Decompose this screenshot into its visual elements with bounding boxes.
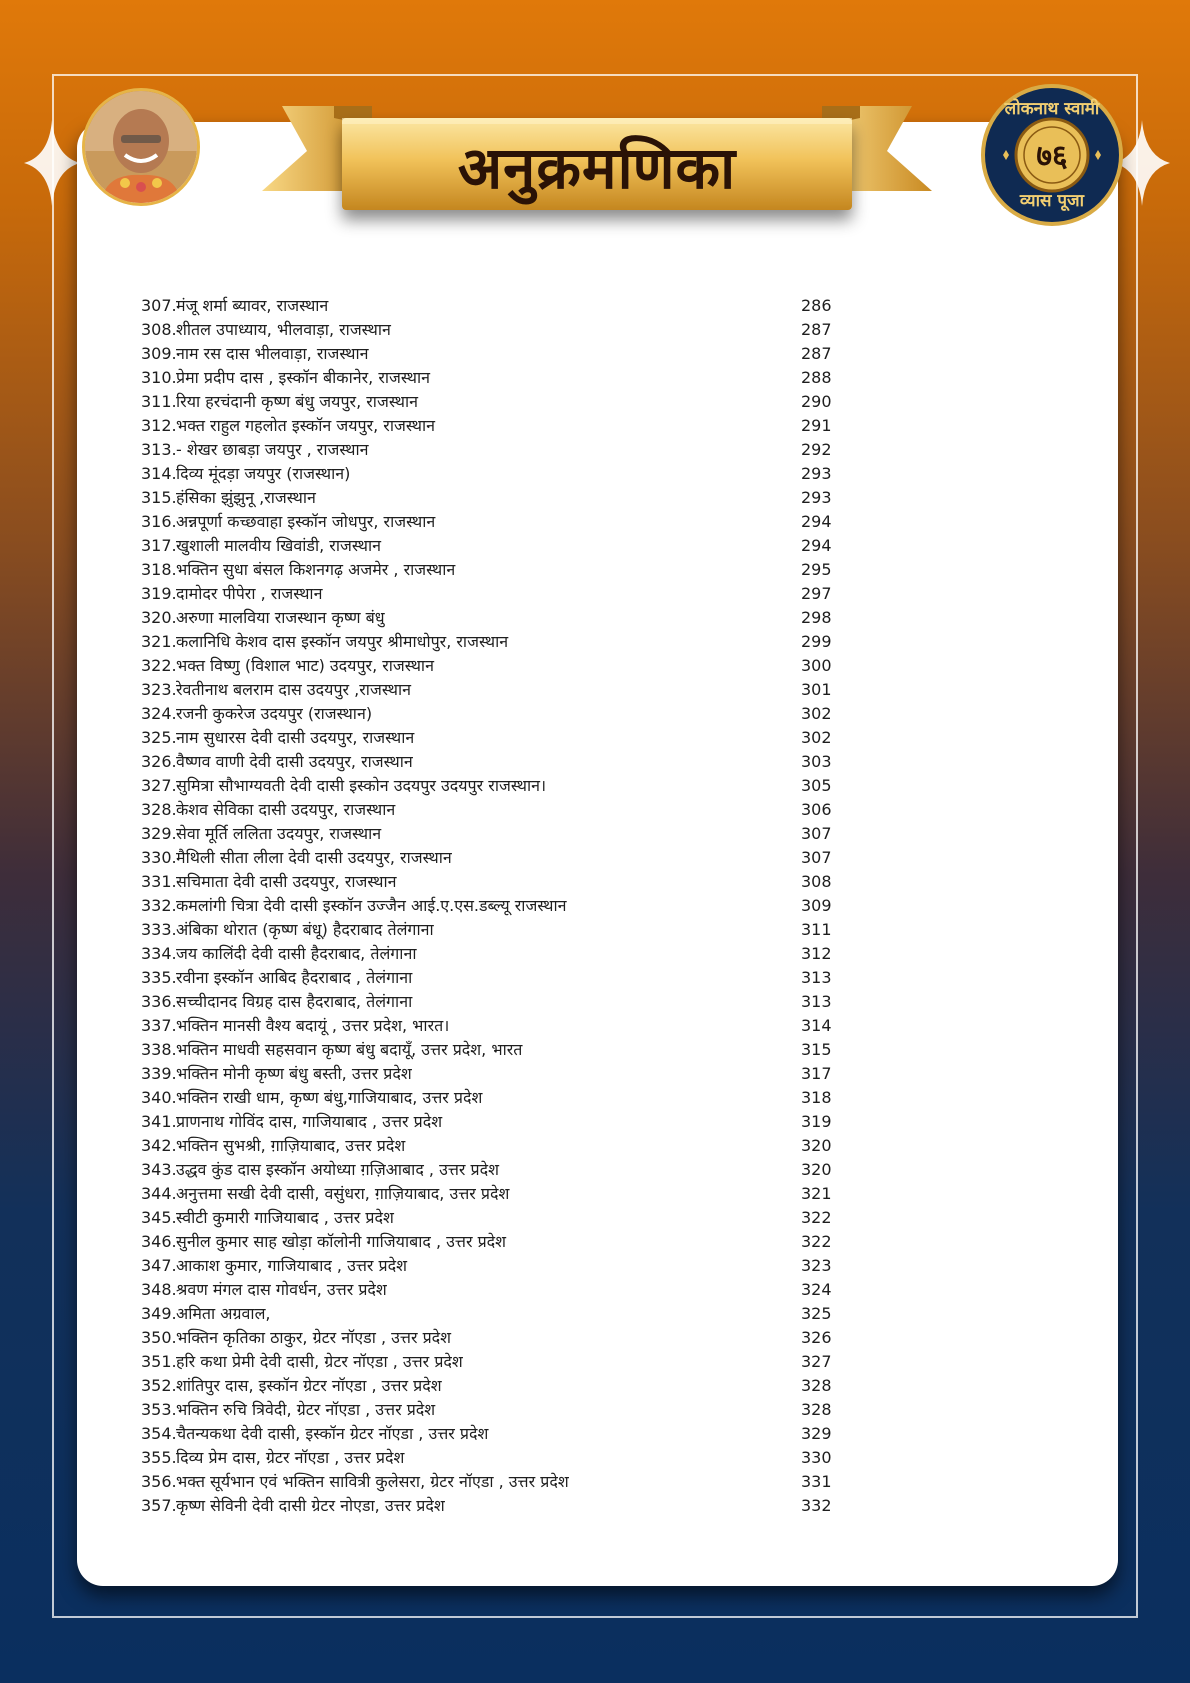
toc-entry-page: 302	[801, 727, 832, 747]
toc-entry	[141, 1349, 841, 1373]
toc-entry-number: 317.	[141, 535, 177, 555]
toc-entry-name: शीतल उपाध्याय, भीलवाड़ा, राजस्थान	[176, 320, 391, 339]
toc-entry-name: उद्धव कुंड दास इस्कॉन अयोध्या ग़ज़िआबाद , उत्तर प्रदेश	[176, 1160, 500, 1179]
seal-bottom-text: व्यास पूजा	[1019, 191, 1085, 211]
toc-entry-number: 331.	[141, 871, 177, 891]
toc-entry	[141, 461, 841, 485]
toc-entry-name: सेवा मूर्ति ललिता उदयपुर, राजस्थान	[176, 824, 382, 843]
toc-entry-name: सच्चीदानद विग्रह दास हैदराबाद, तेलंगाना	[176, 992, 413, 1011]
toc-entry-page: 293	[801, 487, 832, 507]
toc-entry	[141, 485, 841, 509]
toc-entry-name: श्रवण मंगल दास गोवर्धन, उत्तर प्रदेश	[176, 1280, 387, 1299]
toc-entry-name: अमिता अग्रवाल,	[176, 1304, 271, 1323]
toc-entry	[141, 581, 841, 605]
toc-entry	[141, 1061, 841, 1085]
toc-entry	[141, 317, 841, 341]
toc-entry-page: 322	[801, 1231, 832, 1251]
toc-entry	[141, 1325, 841, 1349]
toc-entry-number: 330.	[141, 847, 177, 867]
toc-entry-name: अनुत्तमा सखी देवी दासी, वसुंधरा, ग़ाज़ियाबाद, उत्तर प्रदेश	[176, 1184, 510, 1203]
toc-entry-number: 329.	[141, 823, 177, 843]
toc-entry-number: 316.	[141, 511, 177, 531]
toc-entry-name: भक्तिन रुचि त्रिवेदी, ग्रेटर नॉएडा , उत्तर प्रदेश	[176, 1400, 436, 1419]
toc-entry-name: शांतिपुर दास, इस्कॉन ग्रेटर नॉएडा , उत्तर प्रदेश	[176, 1376, 442, 1395]
toc-entry-number: 315.	[141, 487, 177, 507]
toc-entry-name: भक्त सूर्यभान एवं भक्तिन सावित्री कुलेसरा, ग्रेटर नॉएडा , उत्तर प्रदेश	[176, 1472, 569, 1491]
toc-entry	[141, 677, 841, 701]
toc-entry-page: 291	[801, 415, 832, 435]
toc-entry-name: कलानिधि केशव दास इस्कॉन जयपुर श्रीमाधोपुर, राजस्थान	[176, 632, 509, 651]
toc-entry-number: 341.	[141, 1111, 177, 1131]
toc-entry-name: भक्तिन राखी धाम, कृष्ण बंधु,गाजियाबाद, उत्तर प्रदेश	[176, 1088, 483, 1107]
toc-entry-name: हरि कथा प्रेमी देवी दासी, ग्रेटर नॉएडा , उत्तर प्रदेश	[176, 1352, 463, 1371]
toc-entry-number: 309.	[141, 343, 177, 363]
toc-entry	[141, 1421, 841, 1445]
toc-entry-name: भक्तिन मानसी वैश्य बदायूं , उत्तर प्रदेश, भारत।	[176, 1016, 450, 1035]
toc-entry-name: रवीना इस्कॉन आबिद हैदराबाद , तेलंगाना	[176, 968, 413, 987]
toc-entry-page: 301	[801, 679, 832, 699]
toc-entry-page: 328	[801, 1399, 832, 1419]
toc-entry-page: 298	[801, 607, 832, 627]
toc-entry	[141, 725, 841, 749]
toc-entry-page: 288	[801, 367, 832, 387]
toc-entry-name: प्रेमा प्रदीप दास , इस्कॉन बीकानेर, राजस्थान	[176, 368, 431, 387]
toc-entry-page: 292	[801, 439, 832, 459]
toc-entry-page: 314	[801, 1015, 832, 1035]
toc-entry-name: भक्तिन कृतिका ठाकुर, ग्रेटर नॉएडा , उत्तर प्रदेश	[176, 1328, 452, 1347]
toc-entry-number: 310.	[141, 367, 177, 387]
toc-entry-page: 299	[801, 631, 832, 651]
toc-entry-name: जय कालिंदी देवी दासी हैदराबाद, तेलंगाना	[176, 944, 417, 963]
toc-entry-page: 324	[801, 1279, 832, 1299]
toc-entry-number: 355.	[141, 1447, 177, 1467]
toc-entry-number: 347.	[141, 1255, 177, 1275]
toc-entry-number: 332.	[141, 895, 177, 915]
toc-entry-page: 303	[801, 751, 832, 771]
toc-entry-number: 324.	[141, 703, 177, 723]
toc-entry	[141, 1373, 841, 1397]
toc-entry	[141, 1277, 841, 1301]
toc-entry	[141, 653, 841, 677]
toc-entry-number: 314.	[141, 463, 177, 483]
toc-entry	[141, 1445, 841, 1469]
toc-entry	[141, 1037, 841, 1061]
toc-entry	[141, 701, 841, 725]
toc-entry	[141, 1253, 841, 1277]
toc-entry-name: सुमित्रा सौभाग्यवती देवी दासी इस्कोन उदयपुर उदयपुर राजस्थान।	[176, 776, 547, 795]
toc-entry-number: 339.	[141, 1063, 177, 1083]
toc-entry-name: अरुणा मालविया राजस्थान कृष्ण बंधु	[176, 608, 385, 627]
toc-entry-name: भक्तिन सुधा बंसल किशनगढ़ अजमेर , राजस्थान	[176, 560, 456, 579]
toc-entry	[141, 893, 841, 917]
toc-entry	[141, 797, 841, 821]
toc-entry-number: 343.	[141, 1159, 177, 1179]
toc-entry	[141, 1133, 841, 1157]
toc-entry-name: अंबिका थोरात (कृष्ण बंधू) हैदराबाद तेलंगाना	[176, 920, 434, 939]
toc-entry-page: 321	[801, 1183, 832, 1203]
toc-entry-number: 344.	[141, 1183, 177, 1203]
toc-entry-page: 294	[801, 535, 832, 555]
avatar	[82, 88, 200, 206]
toc-entry	[141, 437, 841, 461]
toc-entry	[141, 869, 841, 893]
seal-center-number: ७६	[1036, 139, 1068, 174]
toc-entry	[141, 533, 841, 557]
toc-entry-page: 306	[801, 799, 832, 819]
toc-entry-number: 322.	[141, 655, 177, 675]
toc-entry-number: 334.	[141, 943, 177, 963]
toc-entry-page: 312	[801, 943, 832, 963]
toc-entry-number: 346.	[141, 1231, 177, 1251]
toc-entry-page: 322	[801, 1207, 832, 1227]
toc-entry	[141, 389, 841, 413]
toc-entry-page: 308	[801, 871, 832, 891]
toc-entry-name: मैथिली सीता लीला देवी दासी उदयपुर, राजस्थान	[176, 848, 452, 867]
toc-entry	[141, 989, 841, 1013]
toc-entry-number: 353.	[141, 1399, 177, 1419]
toc-entry-number: 340.	[141, 1087, 177, 1107]
toc-entry-page: 311	[801, 919, 832, 939]
toc-entry-number: 326.	[141, 751, 177, 771]
toc-entry-number: 321.	[141, 631, 177, 651]
toc-entry	[141, 965, 841, 989]
toc-entry-number: 349.	[141, 1303, 177, 1323]
toc-entry	[141, 365, 841, 389]
toc-entry-page: 328	[801, 1375, 832, 1395]
toc-entry	[141, 1109, 841, 1133]
toc-entry-page: 319	[801, 1111, 832, 1131]
toc-entry-name: नाम सुधारस देवी दासी उदयपुर, राजस्थान	[176, 728, 415, 747]
toc-entry-name: भक्त राहुल गहलोत इस्कॉन जयपुर, राजस्थान	[176, 416, 435, 435]
toc-entry-number: 307.	[141, 295, 177, 315]
toc-entry-page: 332	[801, 1495, 832, 1515]
toc-entry-name: रिया हरचंदानी कृष्ण बंधु जयपुर, राजस्थान	[176, 392, 418, 411]
sparkle-star-left	[24, 120, 80, 206]
toc-entry-page: 295	[801, 559, 832, 579]
toc-entry-page: 294	[801, 511, 832, 531]
portrait-icon	[85, 91, 197, 203]
toc-entry-number: 328.	[141, 799, 177, 819]
toc-entry-name: दामोदर पीपेरा , राजस्थान	[176, 584, 323, 603]
toc-entry	[141, 773, 841, 797]
toc-entry-name: कृष्ण सेविनी देवी दासी ग्रेटर नोएडा, उत्तर प्रदेश	[176, 1496, 445, 1515]
toc-entry-name: स्वीटी कुमारी गाजियाबाद , उत्तर प्रदेश	[176, 1208, 394, 1227]
toc-entry	[141, 917, 841, 941]
toc-entry-name: रजनी कुकरेज उदयपुर (राजस्थान)	[176, 704, 373, 723]
toc-entry-page: 287	[801, 343, 832, 363]
toc-entry-number: 320.	[141, 607, 177, 627]
toc-entry-number: 354.	[141, 1423, 177, 1443]
toc-entry	[141, 1085, 841, 1109]
toc-entry-page: 300	[801, 655, 832, 675]
seal-top-text: लोकनाथ स्वामी	[1004, 99, 1100, 119]
toc-entry-page: 309	[801, 895, 832, 915]
toc-entry	[141, 1493, 841, 1517]
toc-entry-page: 327	[801, 1351, 832, 1371]
toc-entry-number: 337.	[141, 1015, 177, 1035]
toc-entry-page: 287	[801, 319, 832, 339]
toc-entry-page: 330	[801, 1447, 832, 1467]
toc-entry-name: सचिमाता देवी दासी उदयपुर, राजस्थान	[176, 872, 397, 891]
toc-entry-name: खुशाली मालवीय खिवांडी, राजस्थान	[176, 536, 382, 555]
toc-entry-number: 318.	[141, 559, 177, 579]
toc-entry-number: 345.	[141, 1207, 177, 1227]
toc-entry	[141, 605, 841, 629]
toc-entry	[141, 509, 841, 533]
toc-entry-name: भक्त विष्णु (विशाल भाट) उदयपुर, राजस्थान	[176, 656, 434, 675]
toc-entry	[141, 1397, 841, 1421]
toc-entry	[141, 413, 841, 437]
toc-entry-number: 342.	[141, 1135, 177, 1155]
toc-entry-page: 313	[801, 991, 832, 1011]
toc-entry-page: 320	[801, 1135, 832, 1155]
toc-entry-page: 307	[801, 823, 832, 843]
toc-entry-page: 290	[801, 391, 832, 411]
toc-entry-number: 319.	[141, 583, 177, 603]
toc-entry-name: भक्तिन मोनी कृष्ण बंधु बस्ती, उत्तर प्रदेश	[176, 1064, 412, 1083]
toc-entry-number: 323.	[141, 679, 177, 699]
toc-list	[141, 293, 841, 1517]
toc-entry-page: 331	[801, 1471, 832, 1491]
toc-entry	[141, 1205, 841, 1229]
toc-entry-page: 302	[801, 703, 832, 723]
toc-entry-number: 357.	[141, 1495, 177, 1515]
toc-entry-name: रेवतीनाथ बलराम दास उदयपुर ,राजस्थान	[176, 680, 411, 699]
toc-entry-name: चैतन्यकथा देवी दासी, इस्कॉन ग्रेटर नॉएडा , उत्तर प्रदेश	[176, 1424, 489, 1443]
toc-entry	[141, 821, 841, 845]
toc-entry-number: 313.	[141, 439, 177, 459]
toc-entry	[141, 941, 841, 965]
toc-entry-page: 318	[801, 1087, 832, 1107]
toc-entry-number: 333.	[141, 919, 177, 939]
toc-entry-page: 313	[801, 967, 832, 987]
toc-entry-number: 308.	[141, 319, 177, 339]
toc-entry-name: भक्तिन सुभश्री, ग़ाज़ियाबाद, उत्तर प्रदेश	[176, 1136, 406, 1155]
toc-entry-page: 329	[801, 1423, 832, 1443]
toc-entry-number: 336.	[141, 991, 177, 1011]
toc-entry-name: मंजू शर्मा ब्यावर, राजस्थान	[176, 296, 329, 315]
toc-entry-number: 312.	[141, 415, 177, 435]
toc-entry-page: 293	[801, 463, 832, 483]
toc-entry-page: 297	[801, 583, 832, 603]
toc-entry	[141, 341, 841, 365]
toc-entry	[141, 845, 841, 869]
toc-entry-name: हंसिका झुंझुनू ,राजस्थान	[176, 488, 316, 507]
toc-entry-name: केशव सेविका दासी उदयपुर, राजस्थान	[176, 800, 396, 819]
toc-entry-number: 351.	[141, 1351, 177, 1371]
toc-entry-page: 320	[801, 1159, 832, 1179]
toc-entry-name: भक्तिन माधवी सहसवान कृष्ण बंधु बदायूँ, उत्तर प्रदेश, भारत	[176, 1040, 523, 1059]
toc-entry-name: सुनील कुमार साह खोड़ा कॉलोनी गाजियाबाद , उत्तर प्रदेश	[176, 1232, 507, 1251]
toc-entry-number: 348.	[141, 1279, 177, 1299]
toc-entry	[141, 1013, 841, 1037]
toc-entry-page: 307	[801, 847, 832, 867]
toc-entry-page: 315	[801, 1039, 832, 1059]
toc-entry-number: 327.	[141, 775, 177, 795]
toc-entry-name: नाम रस दास भीलवाड़ा, राजस्थान	[176, 344, 369, 363]
toc-entry	[141, 629, 841, 653]
toc-entry-name: दिव्य मूंदड़ा जयपुर (राजस्थान)	[176, 464, 351, 483]
toc-entry-name: - शेखर छाबड़ा जयपुर , राजस्थान	[176, 440, 369, 459]
toc-entry-number: 325.	[141, 727, 177, 747]
toc-entry-name: वैष्णव वाणी देवी दासी उदयपुर, राजस्थान	[176, 752, 413, 771]
toc-entry	[141, 293, 841, 317]
toc-entry-number: 350.	[141, 1327, 177, 1347]
toc-entry-page: 286	[801, 295, 832, 315]
toc-entry-name: प्राणनाथ गोविंद दास, गाजियाबाद , उत्तर प्रदेश	[176, 1112, 443, 1131]
page-title: अनुक्रमणिका	[457, 133, 737, 202]
toc-entry	[141, 557, 841, 581]
toc-entry	[141, 1157, 841, 1181]
toc-entry-number: 356.	[141, 1471, 177, 1491]
toc-entry-name: कमलांगी चित्रा देवी दासी इस्कॉन उज्जैन आई.ए.एस.डब्ल्यू राजस्थान	[176, 896, 567, 915]
toc-entry	[141, 749, 841, 773]
toc-entry	[141, 1469, 841, 1493]
toc-entry-name: अन्नपूर्णा कच्छवाहा इस्कॉन जोधपुर, राजस्थान	[176, 512, 436, 531]
toc-entry-page: 323	[801, 1255, 832, 1275]
toc-entry	[141, 1181, 841, 1205]
toc-entry-number: 352.	[141, 1375, 177, 1395]
toc-entry-number: 311.	[141, 391, 177, 411]
toc-entry-page: 317	[801, 1063, 832, 1083]
toc-entry	[141, 1229, 841, 1253]
toc-entry-number: 335.	[141, 967, 177, 987]
toc-entry-page: 326	[801, 1327, 832, 1347]
toc-entry-name: आकाश कुमार, गाजियाबाद , उत्तर प्रदेश	[176, 1256, 408, 1275]
toc-entry-number: 338.	[141, 1039, 177, 1059]
toc-entry-name: दिव्य प्रेम दास, ग्रेटर नॉएडा , उत्तर प्रदेश	[176, 1448, 405, 1467]
toc-entry-page: 305	[801, 775, 832, 795]
toc-entry-page: 325	[801, 1303, 832, 1323]
toc-entry	[141, 1301, 841, 1325]
